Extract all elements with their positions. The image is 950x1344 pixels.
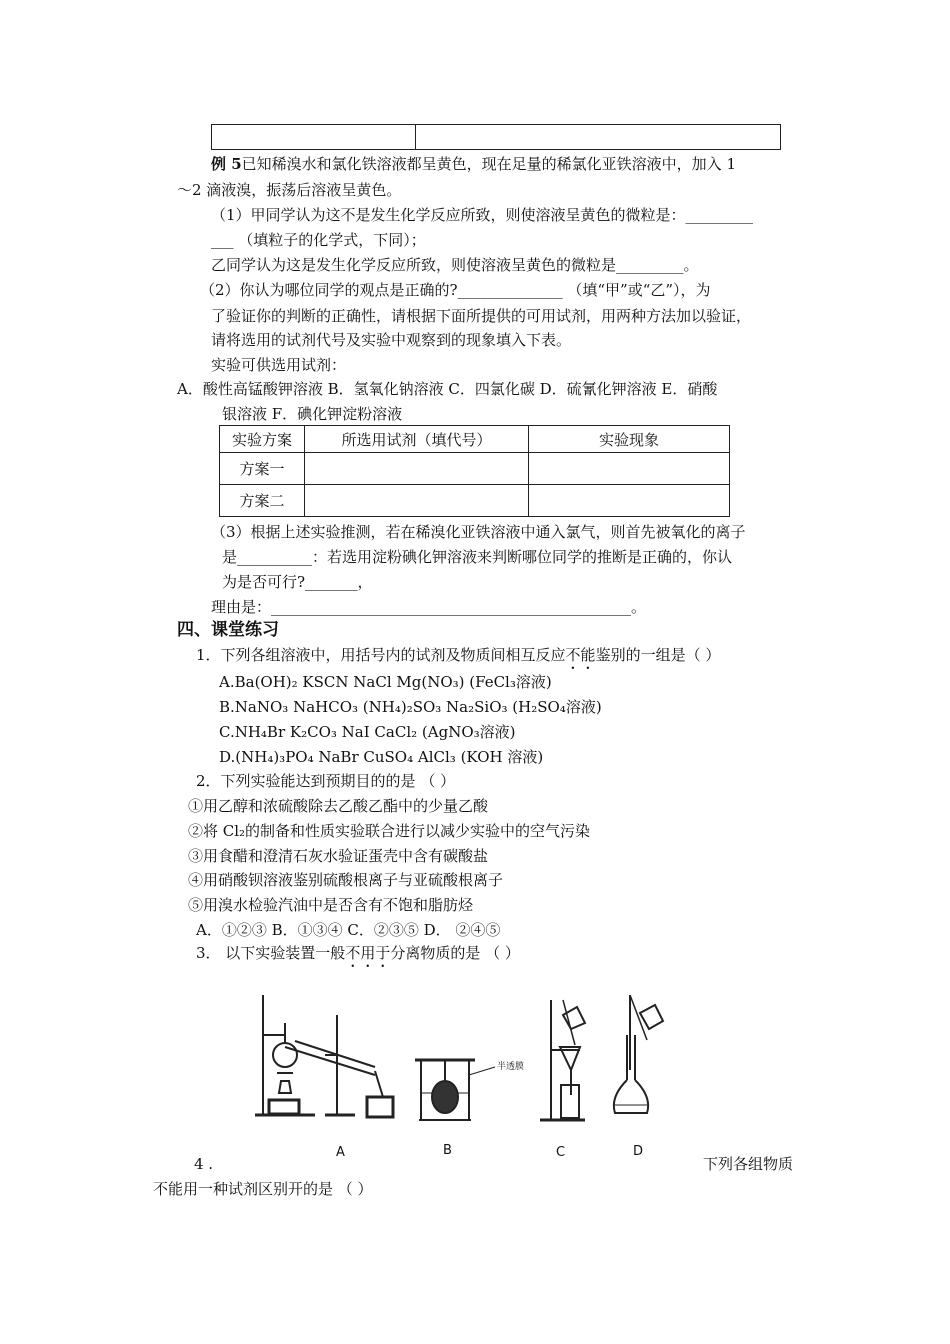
question-2a: （2）你认为哪位同学的观点是正确的?______________ （填“甲”或“乙”），为 <box>200 281 711 299</box>
top-table-cell <box>212 125 416 150</box>
question-3a: （3）根据上述实验推测，若在稀溴化亚铁溶液中通入氯气，则首先被氧化的离子 <box>211 523 746 541</box>
example-5-line1 <box>211 154 736 174</box>
apparatus-c-filtration <box>540 1000 585 1120</box>
problem-1-option-c: C.NH₄Br K₂CO₃ NaI CaCl₂ (AgNO₃溶液) <box>219 723 516 741</box>
stem-text: 3． 以下实验装置一般 <box>196 944 346 962</box>
question-1c: 乙同学认为这是发生化学反应所致，则使溶液呈黄色的微粒是_________。 <box>211 256 699 274</box>
header-reagent: 所选用试剂（填代号） <box>305 426 529 453</box>
emphasis-text: 不用于 <box>345 944 391 962</box>
example-5-line2: ～2 滴液溴，振荡后溶液呈黄色。 <box>177 181 402 199</box>
stem-text: 1．下列各组溶液中，用括号内的试剂及物质间相互反应 <box>196 646 566 664</box>
header-phenomenon: 实验现象 <box>529 426 730 453</box>
example-text: 已知稀溴水和氯化铁溶液都呈黄色，现在足量的稀氯化亚铁溶液中，加入 1 <box>241 155 736 173</box>
apparatus-d-volumetric-flask <box>614 995 663 1113</box>
answer-cell[interactable] <box>529 485 730 517</box>
figure-label-d: D <box>633 1144 644 1159</box>
row-plan-2: 方案二 <box>220 485 305 517</box>
figure-label-c: C <box>556 1145 566 1160</box>
problem-4-stem: 不能用一种试剂区别开的是 （ ） <box>153 1180 373 1198</box>
problem-4-stem-right: 下列各组物质 <box>703 1155 794 1173</box>
answer-cell[interactable] <box>305 485 529 517</box>
question-3b: 是__________：若选用淀粉碘化钾溶液来判断哪位同学的推断是正确的，你认 <box>222 548 733 566</box>
problem-2-stem: 2．下列实验能达到预期目的的是 （ ） <box>196 772 456 790</box>
figure-label-a: A <box>336 1145 345 1160</box>
row-plan-1: 方案一 <box>220 453 305 485</box>
problem-1-option-a: A.Ba(OH)₂ KSCN NaCl Mg(NO₃) (FeCl₃溶液) <box>219 673 552 691</box>
problem-2-options: A．①②③ B．①③④ C．②③⑤ D． ②④⑤ <box>196 921 501 939</box>
answer-cell[interactable] <box>529 453 730 485</box>
problem-3-stem <box>196 943 520 971</box>
question-1b: ___ （填粒子的化学式，下同）； <box>211 231 426 249</box>
apparatus-b-dialysis <box>415 1060 495 1120</box>
top-table <box>211 124 781 150</box>
problem-2-item-2: ②将 Cl₂的制备和性质实验联合进行以减少实验中的空气污染 <box>188 822 591 840</box>
header-plan: 实验方案 <box>220 426 305 453</box>
emphasis-text: 不能 <box>565 646 596 664</box>
problem-2-item-1: ①用乙醇和浓硫酸除去乙酸乙酯中的少量乙酸 <box>188 797 489 815</box>
question-3c: 为是否可行?_______， <box>222 573 373 591</box>
example-label: 例 5 <box>211 155 242 173</box>
section-title: 四、课堂练习 <box>177 620 279 640</box>
stem-text: 鉴别的一组是（ ） <box>595 646 721 664</box>
question-2c: 请将选用的试剂代号及实验中观察到的现象填入下表。 <box>211 331 572 349</box>
problem-2-item-5: ⑤用溴水检验汽油中是否含有不饱和脂肪烃 <box>188 896 474 914</box>
apparatus-a-distillation <box>255 995 393 1117</box>
membrane-label: 半透膜 <box>497 1062 525 1072</box>
problem-1-stem <box>196 645 720 673</box>
experiment-table <box>219 425 730 517</box>
problem-1-option-d: D.(NH₄)₃PO₄ NaBr CuSO₄ AlCl₃ (KOH 溶液) <box>219 748 544 766</box>
problem-1-option-b: B.NaNO₃ NaHCO₃ (NH₄)₂SO₃ Na₂SiO₃ (H₂SO₄溶液) <box>219 698 602 716</box>
reagents-intro: 实验可供选用试剂： <box>211 356 347 374</box>
question-2b: 了验证你的判断的正确性，请根据下面所提供的可用试剂，用两种方法加以验证， <box>211 307 752 325</box>
reagents-list-1: A．酸性高锰酸钾溶液 B．氢氧化钠溶液 C．四氯化碳 D．硫氰化钾溶液 E．硝酸 <box>177 380 718 398</box>
question-1a: （1）甲同学认为这不是发生化学反应所致，则使溶液呈黄色的微粒是：_________ <box>211 206 754 224</box>
problem-2-item-4: ④用硝酸钡溶液鉴别硫酸根离子与亚硫酸根离子 <box>188 871 504 889</box>
question-3d: 理由是：________________________________________________。 <box>211 598 647 616</box>
apparatus-figure <box>255 985 695 1160</box>
stem-text: 分离物质的是 （ ） <box>390 944 520 962</box>
problem-4-number: 4 . <box>194 1155 214 1173</box>
answer-cell[interactable] <box>305 453 529 485</box>
reagents-list-2: 银溶液 F．碘化钾淀粉溶液 <box>222 405 403 423</box>
figure-label-b: B <box>443 1143 452 1158</box>
problem-2-item-3: ③用食醋和澄清石灰水验证蛋壳中含有碳酸盐 <box>188 847 489 865</box>
top-table-cell <box>416 125 781 150</box>
